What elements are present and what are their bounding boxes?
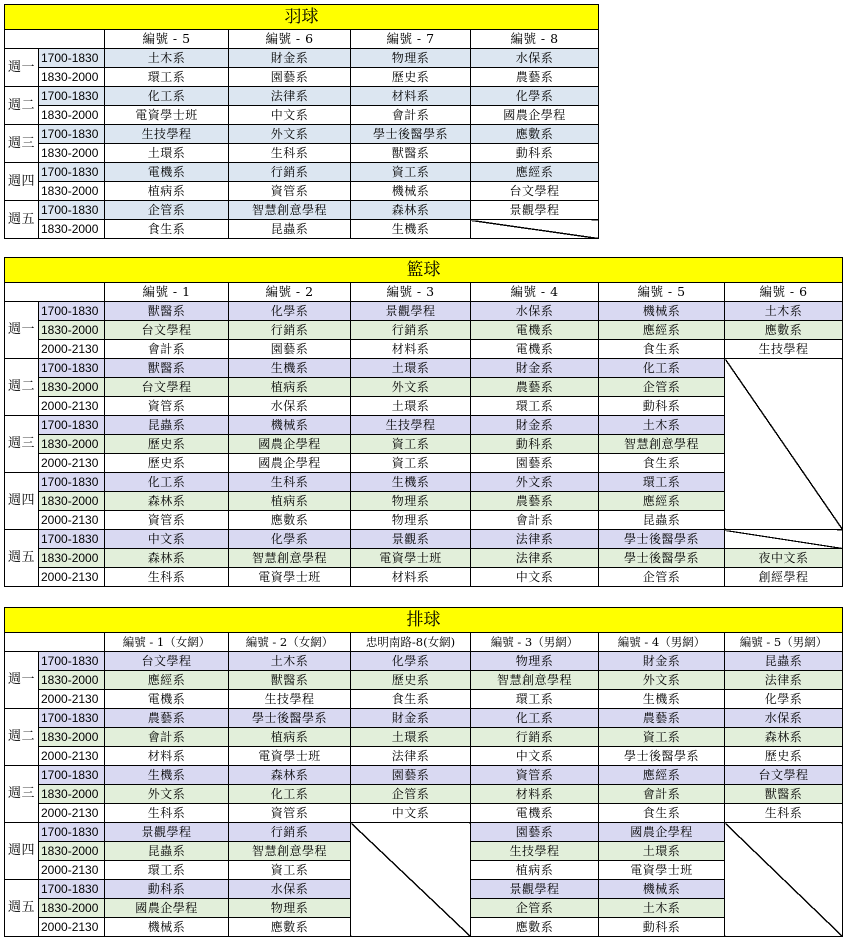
schedule-cell: 園藝系 xyxy=(471,454,599,473)
column-header: 編號 - 4 xyxy=(471,283,599,302)
schedule-cell: 昆蟲系 xyxy=(105,416,229,435)
schedule-cell: 植病系 xyxy=(105,182,229,201)
schedule-cell: 行銷系 xyxy=(229,321,351,340)
day-label: 週五 xyxy=(5,530,39,587)
column-header: 編號 - 6 xyxy=(229,30,351,49)
schedule-cell: 化工系 xyxy=(105,473,229,492)
schedule-cell: 昆蟲系 xyxy=(599,511,725,530)
schedule-cell: 資管系 xyxy=(471,766,599,785)
schedule-cell: 資管系 xyxy=(229,804,351,823)
schedule-cell: 土木系 xyxy=(725,302,843,321)
day-label: 週三 xyxy=(5,416,39,473)
schedule-cell: 財金系 xyxy=(471,359,599,378)
time-slot: 1700-1830 xyxy=(39,359,105,378)
schedule-cell: 化學系 xyxy=(229,530,351,549)
schedule-cell: 企管系 xyxy=(599,568,725,587)
schedule-cell: 生科系 xyxy=(105,804,229,823)
schedule-cell: 行銷系 xyxy=(471,728,599,747)
schedule-cell: 動科系 xyxy=(471,435,599,454)
schedule-cell: 農藝系 xyxy=(471,378,599,397)
schedule-cell: 化工系 xyxy=(229,785,351,804)
schedule-cell: 農藝系 xyxy=(471,68,599,87)
schedule-cell: 中文系 xyxy=(105,530,229,549)
schedule-cell: 電機系 xyxy=(471,321,599,340)
schedule-cell: 生機系 xyxy=(351,473,471,492)
schedule-cell: 材料系 xyxy=(351,568,471,587)
column-header: 編號 - 2（女網） xyxy=(229,633,351,652)
schedule-cell: 動科系 xyxy=(105,880,229,899)
schedule-cell: 環工系 xyxy=(599,473,725,492)
schedule-cell: 財金系 xyxy=(351,709,471,728)
unavailable-cell xyxy=(725,823,843,937)
schedule-cell: 會計系 xyxy=(351,106,471,125)
schedule-cell: 台文學程 xyxy=(105,652,229,671)
badminton-table xyxy=(4,4,599,239)
schedule-cell: 應經系 xyxy=(471,163,599,182)
basketball-table xyxy=(4,257,843,587)
schedule-cell: 材料系 xyxy=(351,87,471,106)
schedule-cell: 生技學程 xyxy=(229,690,351,709)
schedule-cell: 外文系 xyxy=(599,671,725,690)
time-slot: 1700-1830 xyxy=(39,880,105,899)
unavailable-cell xyxy=(725,530,843,549)
time-slot: 2000-2130 xyxy=(39,918,105,937)
schedule-cell: 行銷系 xyxy=(229,163,351,182)
schedule-cell: 學士後醫學系 xyxy=(599,530,725,549)
schedule-cell: 學士後醫學系 xyxy=(351,125,471,144)
time-slot: 2000-2130 xyxy=(39,397,105,416)
schedule-cell: 化工系 xyxy=(599,359,725,378)
time-slot: 1700-1830 xyxy=(39,709,105,728)
schedule-cell: 園藝系 xyxy=(351,766,471,785)
schedule-cell: 昆蟲系 xyxy=(725,652,843,671)
schedule-cell: 化學系 xyxy=(725,690,843,709)
schedule-cell: 學士後醫學系 xyxy=(229,709,351,728)
schedule-cell: 森林系 xyxy=(229,766,351,785)
schedule-cell: 食生系 xyxy=(351,690,471,709)
schedule-cell: 生機系 xyxy=(229,359,351,378)
time-slot: 2000-2130 xyxy=(39,454,105,473)
column-header: 編號 - 1 xyxy=(105,283,229,302)
schedule-cell: 材料系 xyxy=(105,747,229,766)
column-header: 編號 - 5（男網） xyxy=(725,633,843,652)
schedule-cell: 應數系 xyxy=(229,511,351,530)
schedule-cell: 森林系 xyxy=(351,201,471,220)
time-slot: 2000-2130 xyxy=(39,861,105,880)
schedule-cell: 物理系 xyxy=(351,492,471,511)
schedule-cell: 歷史系 xyxy=(351,68,471,87)
schedule-cell: 會計系 xyxy=(105,728,229,747)
schedule-cell: 歷史系 xyxy=(105,454,229,473)
schedule-cell: 財金系 xyxy=(229,49,351,68)
schedule-cell: 會計系 xyxy=(471,511,599,530)
schedule-cell: 水保系 xyxy=(229,397,351,416)
schedule-cell: 機械系 xyxy=(351,182,471,201)
time-slot: 1700-1830 xyxy=(39,530,105,549)
schedule-cell: 法律系 xyxy=(725,671,843,690)
schedule-cell: 智慧創意學程 xyxy=(229,842,351,861)
time-slot: 1700-1830 xyxy=(39,473,105,492)
schedule-cell: 景觀學程 xyxy=(105,823,229,842)
day-label: 週二 xyxy=(5,87,39,125)
schedule-cell: 景觀學程 xyxy=(351,302,471,321)
time-slot: 1830-2000 xyxy=(39,106,105,125)
schedule-cell: 環工系 xyxy=(105,861,229,880)
schedule-cell: 森林系 xyxy=(105,492,229,511)
time-slot: 1830-2000 xyxy=(39,785,105,804)
schedule-cell: 資管系 xyxy=(105,397,229,416)
schedule-cell: 食生系 xyxy=(599,340,725,359)
column-header: 忠明南路-8(女網) xyxy=(351,633,471,652)
day-label: 週五 xyxy=(5,201,39,239)
time-slot: 1830-2000 xyxy=(39,435,105,454)
schedule-cell: 森林系 xyxy=(725,728,843,747)
schedule-cell: 土木系 xyxy=(229,652,351,671)
basketball-title: 籃球 xyxy=(5,258,843,283)
time-slot: 1830-2000 xyxy=(39,549,105,568)
day-label: 週三 xyxy=(5,766,39,823)
schedule-cell: 物理系 xyxy=(351,511,471,530)
time-slot: 2000-2130 xyxy=(39,568,105,587)
schedule-cell: 台文學程 xyxy=(471,182,599,201)
schedule-cell: 農藝系 xyxy=(471,492,599,511)
schedule-cell: 資管系 xyxy=(229,182,351,201)
schedule-cell: 物理系 xyxy=(351,49,471,68)
schedule-cell: 中文系 xyxy=(351,804,471,823)
schedule-cell: 歷史系 xyxy=(105,435,229,454)
day-label: 週一 xyxy=(5,302,39,359)
header-corner xyxy=(5,283,105,302)
schedule-cell: 資工系 xyxy=(599,728,725,747)
schedule-cell: 企管系 xyxy=(471,899,599,918)
schedule-cell: 獸醫系 xyxy=(105,359,229,378)
schedule-cell: 電資學士班 xyxy=(351,549,471,568)
header-corner xyxy=(5,30,105,49)
schedule-cell: 土環系 xyxy=(105,144,229,163)
schedule-cell: 智慧創意學程 xyxy=(229,549,351,568)
schedule-cell: 應經系 xyxy=(599,321,725,340)
column-header: 編號 - 1（女網） xyxy=(105,633,229,652)
schedule-cell: 食生系 xyxy=(105,220,229,239)
schedule-cell: 應數系 xyxy=(471,125,599,144)
schedule-cell: 電資學士班 xyxy=(229,568,351,587)
column-header: 編號 - 7 xyxy=(351,30,471,49)
schedule-cell: 應經系 xyxy=(599,492,725,511)
schedule-cell: 台文學程 xyxy=(105,378,229,397)
schedule-cell: 財金系 xyxy=(599,652,725,671)
schedule-cell: 法律系 xyxy=(351,747,471,766)
column-header: 編號 - 5 xyxy=(105,30,229,49)
column-header: 編號 - 5 xyxy=(599,283,725,302)
time-slot: 1830-2000 xyxy=(39,728,105,747)
schedule-cell: 材料系 xyxy=(471,785,599,804)
schedule-cell: 獸醫系 xyxy=(105,302,229,321)
schedule-cell: 中文系 xyxy=(471,747,599,766)
schedule-cell: 電資學士班 xyxy=(599,861,725,880)
day-label: 週一 xyxy=(5,652,39,709)
schedule-cell: 創經學程 xyxy=(725,568,843,587)
schedule-cell: 植病系 xyxy=(229,378,351,397)
column-header: 編號 - 4（男網） xyxy=(599,633,725,652)
schedule-cell: 國農企學程 xyxy=(229,435,351,454)
schedule-cell: 法律系 xyxy=(229,87,351,106)
schedule-cell: 園藝系 xyxy=(471,823,599,842)
schedule-cell: 生機系 xyxy=(105,766,229,785)
column-header: 編號 - 3 xyxy=(351,283,471,302)
schedule-cell: 化工系 xyxy=(471,709,599,728)
schedule-cell: 電機系 xyxy=(105,163,229,182)
schedule-cell: 國農企學程 xyxy=(599,823,725,842)
schedule-cell: 應數系 xyxy=(229,918,351,937)
schedule-cell: 水保系 xyxy=(471,49,599,68)
time-slot: 1830-2000 xyxy=(39,321,105,340)
schedule-cell: 生技學程 xyxy=(725,340,843,359)
schedule-cell: 外文系 xyxy=(229,125,351,144)
schedule-cell: 夜中文系 xyxy=(725,549,843,568)
schedule-cell: 外文系 xyxy=(351,378,471,397)
schedule-cell: 園藝系 xyxy=(229,340,351,359)
schedule-cell: 中文系 xyxy=(471,568,599,587)
schedule-cell: 土環系 xyxy=(351,359,471,378)
schedule-cell: 電機系 xyxy=(471,340,599,359)
schedule-cell: 學士後醫學系 xyxy=(599,747,725,766)
schedule-cell: 化學系 xyxy=(471,87,599,106)
schedule-cell: 土環系 xyxy=(351,397,471,416)
schedule-cell: 外文系 xyxy=(105,785,229,804)
schedule-cell: 中文系 xyxy=(229,106,351,125)
schedule-cell: 法律系 xyxy=(471,549,599,568)
schedule-cell: 國農企學程 xyxy=(471,106,599,125)
day-label: 週二 xyxy=(5,709,39,766)
schedule-cell: 環工系 xyxy=(471,690,599,709)
schedule-cell: 歷史系 xyxy=(725,747,843,766)
schedule-cell: 電機系 xyxy=(105,690,229,709)
schedule-cell: 景觀學程 xyxy=(471,201,599,220)
schedule-cell: 機械系 xyxy=(599,880,725,899)
column-header: 編號 - 8 xyxy=(471,30,599,49)
schedule-cell: 水保系 xyxy=(471,302,599,321)
day-label: 週一 xyxy=(5,49,39,87)
time-slot: 1830-2000 xyxy=(39,144,105,163)
schedule-cell: 環工系 xyxy=(471,397,599,416)
schedule-cell: 電機系 xyxy=(471,804,599,823)
schedule-cell: 會計系 xyxy=(599,785,725,804)
schedule-cell: 學士後醫學系 xyxy=(599,549,725,568)
schedule-cell: 行銷系 xyxy=(229,823,351,842)
schedule-cell: 法律系 xyxy=(471,530,599,549)
schedule-cell: 植病系 xyxy=(229,492,351,511)
time-slot: 2000-2130 xyxy=(39,690,105,709)
schedule-cell: 資工系 xyxy=(229,861,351,880)
schedule-cell: 土環系 xyxy=(351,728,471,747)
day-label: 週四 xyxy=(5,823,39,880)
time-slot: 1700-1830 xyxy=(39,49,105,68)
schedule-cell: 資管系 xyxy=(105,511,229,530)
schedule-cell: 物理系 xyxy=(471,652,599,671)
column-header: 編號 - 2 xyxy=(229,283,351,302)
time-slot: 1830-2000 xyxy=(39,671,105,690)
schedule-cell: 生技學程 xyxy=(471,842,599,861)
schedule-cell: 獸醫系 xyxy=(725,785,843,804)
schedule-cell: 生技學程 xyxy=(351,416,471,435)
schedule-cell: 應經系 xyxy=(105,671,229,690)
schedule-cell: 智慧創意學程 xyxy=(229,201,351,220)
schedule-cell: 動科系 xyxy=(599,918,725,937)
schedule-cell: 景觀學程 xyxy=(471,880,599,899)
time-slot: 1700-1830 xyxy=(39,652,105,671)
schedule-cell: 動科系 xyxy=(599,397,725,416)
column-header: 編號 - 3（男網） xyxy=(471,633,599,652)
time-slot: 1700-1830 xyxy=(39,302,105,321)
schedule-cell: 機械系 xyxy=(599,302,725,321)
schedule-cell: 植病系 xyxy=(471,861,599,880)
time-slot: 1830-2000 xyxy=(39,842,105,861)
schedule-cell: 化學系 xyxy=(229,302,351,321)
time-slot: 1700-1830 xyxy=(39,823,105,842)
schedule-cell: 景觀系 xyxy=(351,530,471,549)
time-slot: 2000-2130 xyxy=(39,804,105,823)
column-header: 編號 - 6 xyxy=(725,283,843,302)
header-corner xyxy=(5,633,105,652)
schedule-cell: 生科系 xyxy=(725,804,843,823)
schedule-cell: 生機系 xyxy=(351,220,471,239)
schedule-cell: 智慧創意學程 xyxy=(599,435,725,454)
schedule-cell: 動科系 xyxy=(471,144,599,163)
schedule-cell: 生科系 xyxy=(105,568,229,587)
time-slot: 1830-2000 xyxy=(39,899,105,918)
time-slot: 1700-1830 xyxy=(39,201,105,220)
schedule-cell: 生科系 xyxy=(229,473,351,492)
time-slot: 1830-2000 xyxy=(39,492,105,511)
schedule-cell: 應數系 xyxy=(725,321,843,340)
schedule-cell: 資工系 xyxy=(351,454,471,473)
schedule-cell: 獸醫系 xyxy=(229,671,351,690)
schedule-cell: 外文系 xyxy=(471,473,599,492)
schedule-cell: 歷史系 xyxy=(351,671,471,690)
unavailable-cell xyxy=(351,823,471,937)
schedule-cell: 昆蟲系 xyxy=(229,220,351,239)
schedule-cell: 水保系 xyxy=(229,880,351,899)
schedule-cell: 園藝系 xyxy=(229,68,351,87)
schedule-cell: 土環系 xyxy=(599,842,725,861)
day-label: 週四 xyxy=(5,473,39,530)
schedule-cell: 農藝系 xyxy=(599,709,725,728)
schedule-cell: 電資學士班 xyxy=(105,106,229,125)
schedule-cell: 獸醫系 xyxy=(351,144,471,163)
time-slot: 2000-2130 xyxy=(39,747,105,766)
day-label: 週四 xyxy=(5,163,39,201)
time-slot: 1700-1830 xyxy=(39,87,105,106)
schedule-cell: 植病系 xyxy=(229,728,351,747)
schedule-cell: 化學系 xyxy=(351,652,471,671)
schedule-cell: 資工系 xyxy=(351,435,471,454)
schedule-cell: 土木系 xyxy=(599,416,725,435)
time-slot: 2000-2130 xyxy=(39,340,105,359)
schedule-cell: 環工系 xyxy=(105,68,229,87)
schedule-cell: 國農企學程 xyxy=(105,899,229,918)
unavailable-cell xyxy=(471,220,599,239)
schedule-cell: 昆蟲系 xyxy=(105,842,229,861)
schedule-cell: 森林系 xyxy=(105,549,229,568)
time-slot: 2000-2130 xyxy=(39,511,105,530)
schedule-cell: 生技學程 xyxy=(105,125,229,144)
time-slot: 1700-1830 xyxy=(39,416,105,435)
schedule-cell: 生機系 xyxy=(599,690,725,709)
schedule-cell: 會計系 xyxy=(105,340,229,359)
day-label: 週三 xyxy=(5,125,39,163)
schedule-cell: 智慧創意學程 xyxy=(471,671,599,690)
time-slot: 1830-2000 xyxy=(39,68,105,87)
schedule-cell: 電資學士班 xyxy=(229,747,351,766)
schedule-cell: 機械系 xyxy=(105,918,229,937)
schedule-cell: 農藝系 xyxy=(105,709,229,728)
time-slot: 1700-1830 xyxy=(39,125,105,144)
day-label: 週五 xyxy=(5,880,39,937)
schedule-cell: 土木系 xyxy=(599,899,725,918)
schedule-cell: 機械系 xyxy=(229,416,351,435)
time-slot: 1830-2000 xyxy=(39,182,105,201)
volleyball-table xyxy=(4,607,843,937)
schedule-cell: 應數系 xyxy=(471,918,599,937)
schedule-cell: 材料系 xyxy=(351,340,471,359)
schedule-cell: 台文學程 xyxy=(105,321,229,340)
schedule-cell: 行銷系 xyxy=(351,321,471,340)
schedule-cell: 食生系 xyxy=(599,804,725,823)
schedule-cell: 生科系 xyxy=(229,144,351,163)
time-slot: 1700-1830 xyxy=(39,163,105,182)
schedule-cell: 資工系 xyxy=(351,163,471,182)
schedule-cell: 食生系 xyxy=(599,454,725,473)
time-slot: 1830-2000 xyxy=(39,220,105,239)
schedule-cell: 企管系 xyxy=(351,785,471,804)
schedule-cell: 化工系 xyxy=(105,87,229,106)
schedule-cell: 水保系 xyxy=(725,709,843,728)
schedule-cell: 國農企學程 xyxy=(229,454,351,473)
schedule-cell: 台文學程 xyxy=(725,766,843,785)
time-slot: 1700-1830 xyxy=(39,766,105,785)
unavailable-cell xyxy=(725,359,843,530)
time-slot: 1830-2000 xyxy=(39,378,105,397)
volleyball-title: 排球 xyxy=(5,608,843,633)
schedule-cell: 土木系 xyxy=(105,49,229,68)
schedule-cell: 企管系 xyxy=(105,201,229,220)
schedule-cell: 企管系 xyxy=(599,378,725,397)
schedule-cell: 應經系 xyxy=(599,766,725,785)
day-label: 週二 xyxy=(5,359,39,416)
badminton-title: 羽球 xyxy=(5,5,599,30)
schedule-cell: 財金系 xyxy=(471,416,599,435)
schedule-cell: 物理系 xyxy=(229,899,351,918)
